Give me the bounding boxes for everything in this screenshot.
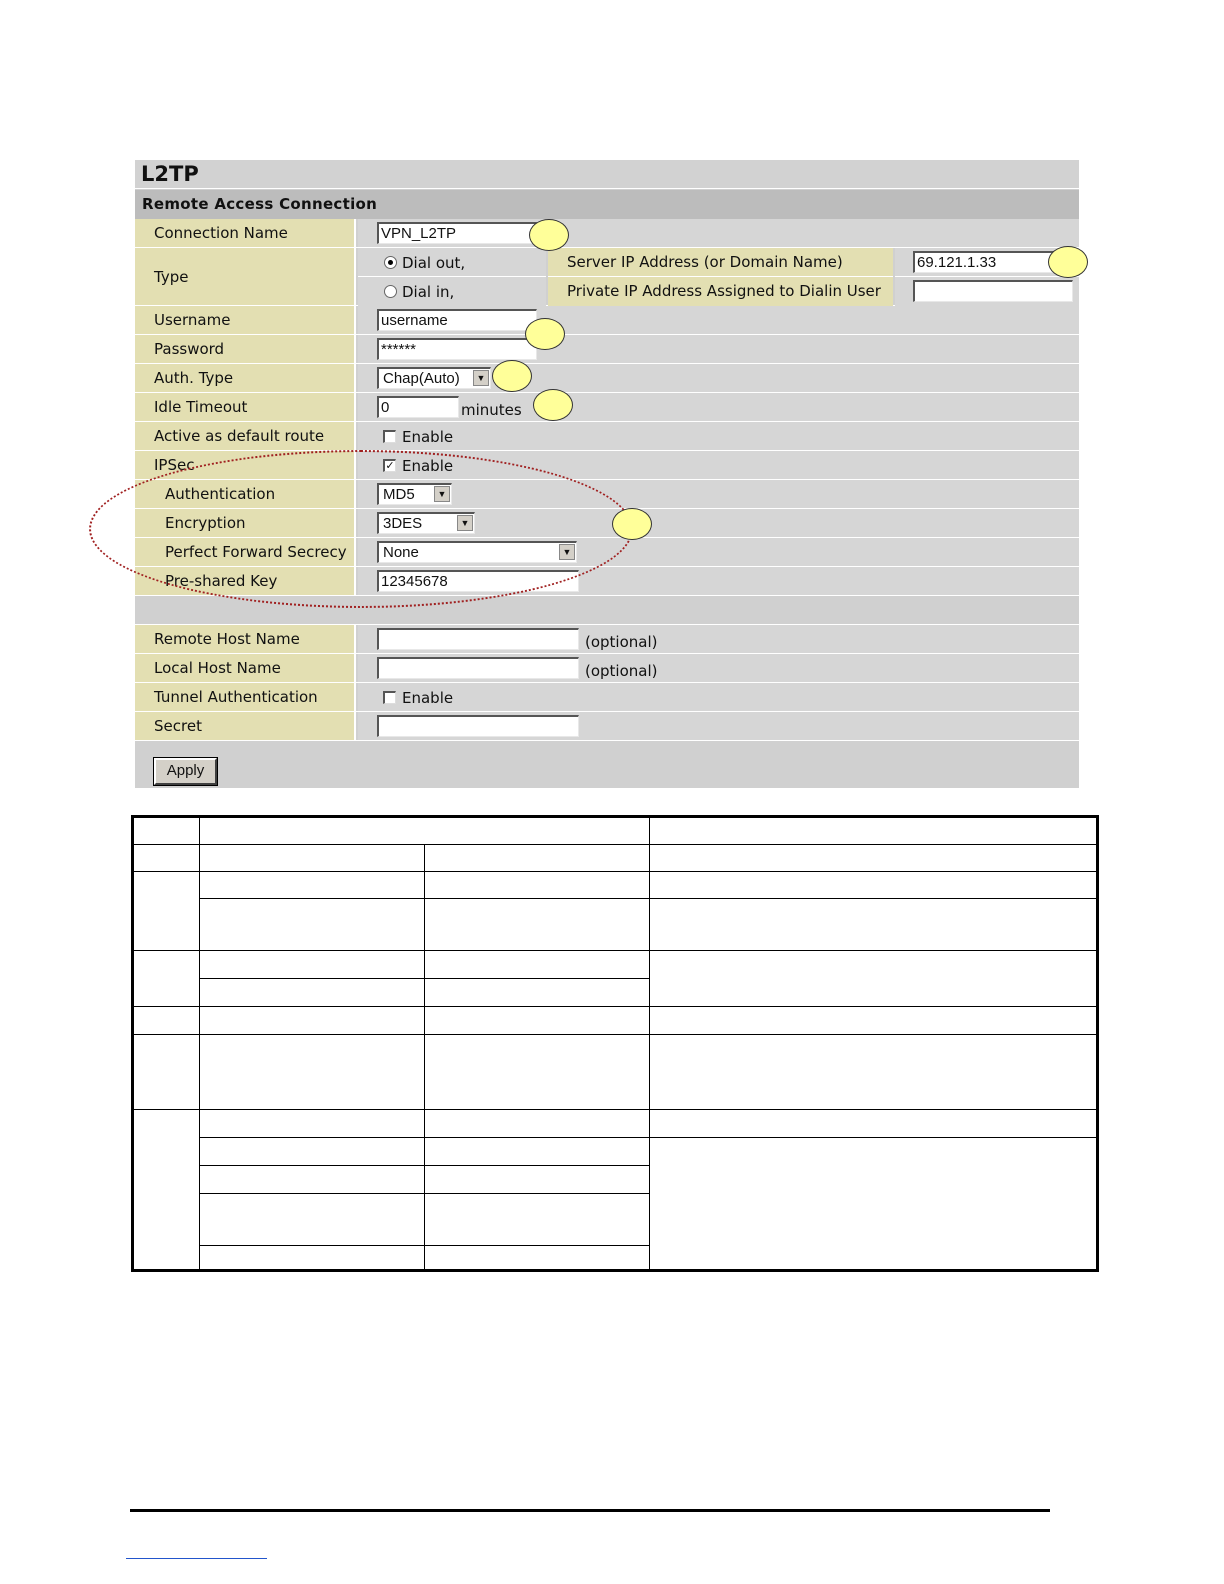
ipsec-encryption-label: Encryption (135, 509, 356, 537)
ipsec-pfs-select[interactable] (377, 541, 577, 563)
table-cell (133, 950, 200, 1007)
server-ip-label: Server IP Address (or Domain Name) (567, 253, 843, 271)
dial-in-radio[interactable] (384, 285, 397, 298)
footer-divider (130, 1509, 1050, 1512)
default-route-cell (358, 422, 1079, 450)
ipsec-checkbox[interactable]: ✓ (383, 459, 396, 472)
table-cell (199, 871, 425, 899)
ipsec-psk-cell (358, 567, 1079, 595)
password-row (135, 335, 1079, 364)
table-cell (424, 1245, 650, 1270)
ipsec-label: IPSec (135, 451, 356, 479)
ipsec-encryption-value: 3DES (383, 515, 423, 532)
tunnel-auth-option: Enable (402, 689, 454, 707)
table-cell (199, 978, 425, 1007)
table-cell (649, 1034, 1097, 1110)
spacer-row (135, 596, 1079, 625)
callout-marker (1048, 246, 1088, 278)
reference-table (131, 815, 1099, 1272)
local-host-hint: (optional) (585, 662, 658, 680)
remote-host-label: Remote Host Name (135, 625, 356, 653)
table-cell (133, 871, 200, 951)
local-host-label: Local Host Name (135, 654, 356, 682)
auth-type-cell (358, 364, 1079, 392)
ipsec-authentication-cell (358, 480, 1079, 508)
table-cell (199, 1165, 425, 1194)
dial-out-cell (358, 248, 546, 277)
default-route-checkbox[interactable] (383, 430, 396, 443)
password-cell (358, 335, 1079, 363)
table-cell (133, 1034, 200, 1110)
ipsec-authentication-row (135, 480, 1079, 509)
callout-marker (525, 318, 565, 350)
apply-button[interactable]: Apply (154, 758, 217, 785)
table-cell (649, 817, 1097, 845)
footer-link-underline (126, 1558, 267, 1559)
table-cell (199, 817, 650, 845)
ipsec-row (135, 451, 1079, 480)
table-cell (424, 871, 650, 899)
auth-type-label: Auth. Type (135, 364, 356, 392)
tunnel-auth-cell (358, 683, 1079, 711)
secret-cell (358, 712, 1079, 740)
table-cell (199, 1034, 425, 1110)
table-cell (424, 898, 650, 951)
password-label: Password (135, 335, 356, 363)
section-header: Remote Access Connection (135, 190, 1079, 219)
auth-type-value: Chap(Auto) (383, 370, 460, 387)
remote-host-hint: (optional) (585, 633, 658, 651)
table-cell (133, 1109, 200, 1270)
private-ip-value-cell (895, 277, 1079, 306)
table-cell (424, 1006, 650, 1035)
table-cell (424, 1137, 650, 1166)
username-input[interactable]: username (377, 309, 537, 331)
table-cell (424, 978, 650, 1007)
ipsec-pfs-cell (358, 538, 1079, 566)
remote-host-input[interactable] (377, 628, 579, 650)
table-cell (199, 1137, 425, 1166)
table-cell (649, 898, 1097, 951)
private-ip-input[interactable] (913, 280, 1073, 302)
table-cell (649, 871, 1097, 899)
ipsec-encryption-select[interactable] (377, 512, 475, 534)
ipsec-psk-row (135, 567, 1079, 596)
connection-name-row (135, 219, 1079, 248)
tunnel-auth-label: Tunnel Authentication (135, 683, 356, 711)
local-host-cell (358, 654, 1079, 682)
default-route-row (135, 422, 1079, 451)
ipsec-encryption-cell (358, 509, 1079, 537)
ipsec-authentication-select[interactable] (377, 483, 452, 505)
secret-label: Secret (135, 712, 356, 740)
table-cell (424, 844, 650, 872)
idle-timeout-unit: minutes (461, 401, 522, 419)
dial-out-label: Dial out, (402, 254, 466, 272)
table-cell (133, 1006, 200, 1035)
table-cell (649, 1137, 1097, 1270)
table-cell (424, 950, 650, 979)
secret-row (135, 712, 1079, 741)
table-cell (199, 1006, 425, 1035)
chevron-down-icon: ▼ (434, 486, 450, 502)
username-cell (358, 306, 1079, 334)
table-cell (133, 817, 200, 845)
private-ip-label: Private IP Address Assigned to Dialin User (567, 282, 881, 300)
table-cell (424, 1034, 650, 1110)
table-cell (424, 1193, 650, 1246)
remote-host-cell (358, 625, 1079, 653)
tunnel-auth-checkbox[interactable] (383, 691, 396, 704)
l2tp-panel (135, 160, 1079, 788)
private-ip-label-cell (548, 277, 893, 306)
ipsec-pfs-row (135, 538, 1079, 567)
ipsec-authentication-label: Authentication (135, 480, 356, 508)
tunnel-auth-row (135, 683, 1079, 712)
ipsec-pfs-value: None (383, 544, 419, 561)
default-route-option: Enable (402, 428, 454, 446)
idle-timeout-cell (358, 393, 1079, 421)
callout-marker (492, 360, 532, 392)
callout-marker (533, 389, 573, 421)
connection-name-label: Connection Name (135, 219, 356, 247)
table-cell (199, 950, 425, 979)
ipsec-authentication-value: MD5 (383, 486, 415, 503)
callout-marker (612, 508, 652, 540)
chevron-down-icon: ▼ (473, 370, 489, 386)
ipsec-psk-input[interactable]: 12345678 (377, 570, 579, 592)
dial-out-radio[interactable] (384, 256, 397, 269)
table-cell (199, 898, 425, 951)
username-row (135, 306, 1079, 335)
table-cell (199, 1193, 425, 1246)
server-ip-label-cell (548, 248, 893, 277)
password-input[interactable]: ****** (377, 338, 537, 360)
local-host-row (135, 654, 1079, 683)
table-cell (649, 950, 1097, 1007)
local-host-input[interactable] (377, 657, 579, 679)
type-label: Type (135, 248, 356, 305)
connection-name-cell (358, 219, 1079, 247)
table-cell (649, 844, 1097, 872)
ipsec-psk-label: Pre-shared Key (135, 567, 356, 595)
auth-type-row (135, 364, 1079, 393)
idle-timeout-row (135, 393, 1079, 422)
ipsec-pfs-label: Perfect Forward Secrecy (135, 538, 356, 566)
dial-in-cell (358, 277, 546, 306)
type-cell (358, 248, 1079, 305)
remote-host-row (135, 625, 1079, 654)
table-cell (133, 844, 200, 872)
ipsec-cell (358, 451, 1079, 479)
auth-type-select[interactable] (377, 367, 491, 389)
dial-in-label: Dial in, (402, 283, 455, 301)
ipsec-option: Enable (402, 457, 454, 475)
server-ip-input[interactable]: 69.121.1.33 (913, 251, 1073, 273)
chevron-down-icon: ▼ (559, 544, 575, 560)
default-route-label: Active as default route (135, 422, 356, 450)
username-label: Username (135, 306, 356, 334)
idle-timeout-input[interactable]: 0 (377, 396, 459, 418)
table-cell (199, 1109, 425, 1138)
page-title: L2TP (135, 160, 1079, 189)
type-row (135, 248, 1079, 306)
table-cell (199, 1245, 425, 1270)
table-cell (424, 1165, 650, 1194)
chevron-down-icon: ▼ (457, 515, 473, 531)
idle-timeout-label: Idle Timeout (135, 393, 356, 421)
table-cell (649, 1006, 1097, 1035)
table-cell (649, 1109, 1097, 1138)
secret-input[interactable] (377, 715, 579, 737)
table-cell (424, 1109, 650, 1138)
table-cell (199, 844, 425, 872)
callout-marker (529, 219, 569, 251)
ipsec-encryption-row (135, 509, 1079, 538)
connection-name-input[interactable]: VPN_L2TP (377, 222, 537, 244)
